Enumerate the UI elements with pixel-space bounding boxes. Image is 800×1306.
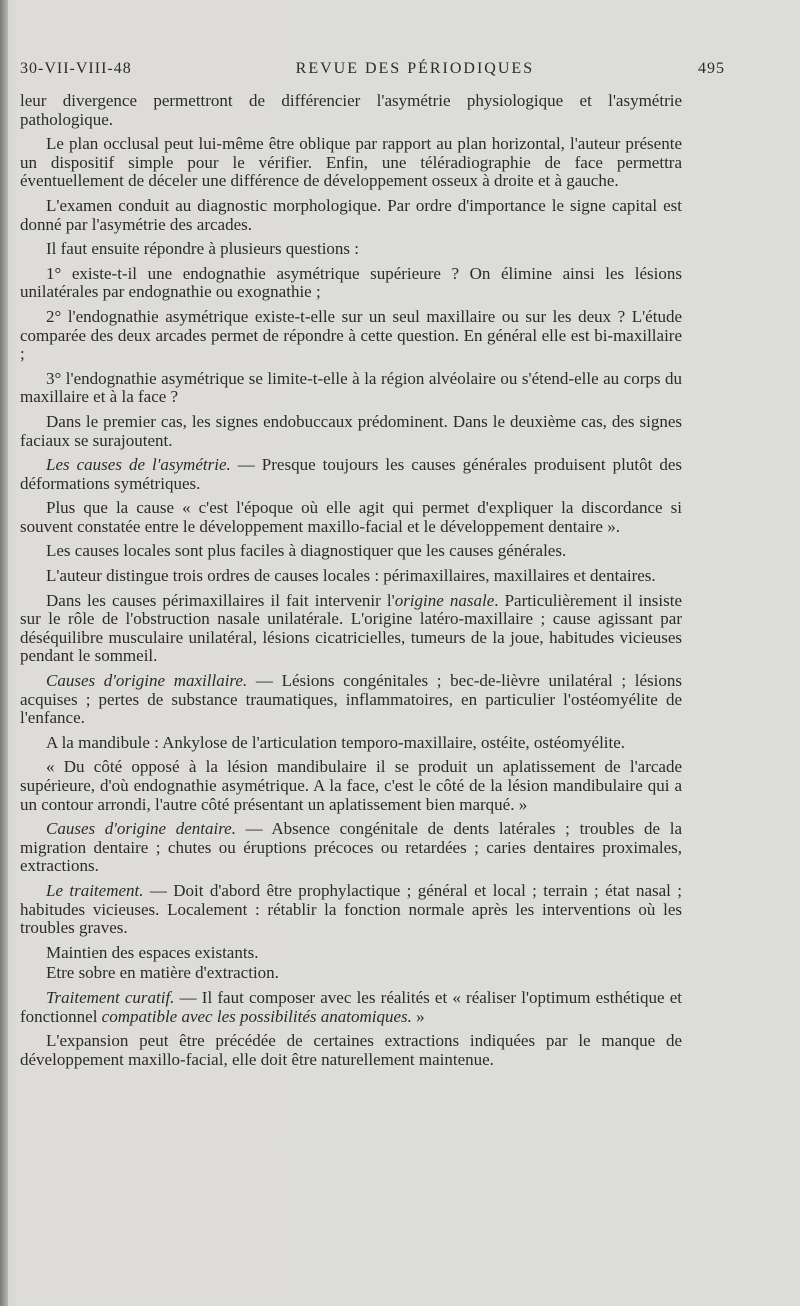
paragraph-text: Le plan occlusal peut lui-même être oblique par rapport au plan horizontal, l'auteur présente un dispositif simple pour le vérifier. Enfin, une téléradiographie de face permettra éventuellement de déceler une différence de développement osseux à droite et à gauche. bbox=[20, 134, 682, 191]
paragraph bbox=[20, 567, 682, 586]
paragraph bbox=[20, 1032, 682, 1069]
header-journal-title: REVUE DES PÉRIODIQUES bbox=[295, 60, 535, 77]
paragraph-text: Dans les causes périmaxillaires il fait intervenir l' bbox=[46, 590, 395, 610]
paragraph-text: Les causes locales sont plus faciles à diagnostiquer que les causes générales. bbox=[46, 541, 567, 561]
paragraph-text: « Du côté opposé à la lésion mandibulaire il se produit un aplatissement de l'arcade supérieure, d'où endognathie asymétrique. A la face, c'est le côté de la lésion mandibulaire qui a un contour arrondi, l'autre côté présentant un aplatissement bien marqué. » bbox=[20, 757, 682, 814]
paragraph bbox=[20, 592, 682, 666]
paragraph bbox=[20, 542, 682, 561]
paragraph bbox=[20, 265, 682, 302]
paragraph bbox=[20, 413, 682, 450]
paragraph-text: — Presque toujours les causes générales produisent plutôt des déformations symétriques. bbox=[20, 455, 683, 493]
paragraph-text: 1° existe-t-il une endognathie asymétrique supérieure ? On élimine ainsi les lésions unilatérales par endognathie ou exognathie ; bbox=[20, 263, 682, 302]
paragraph bbox=[20, 92, 682, 129]
paragraph-text: » bbox=[411, 1006, 425, 1026]
paragraph bbox=[20, 820, 682, 876]
emphasis-italic: compatible avec les possibilités anatomiques. bbox=[101, 1006, 412, 1026]
paragraph-text: L'expansion peut être précédée de certaines extractions indiquées par le manque de développement maxillo-facial, elle doit être naturellement maintenue. bbox=[20, 1031, 682, 1069]
paragraph bbox=[20, 672, 682, 728]
paragraph-text: Etre sobre en matière d'extraction. bbox=[46, 963, 279, 983]
paragraph-text: Plus que la cause « c'est l'époque où elle agit qui permet d'expliquer la discordance si souvent constatée entre le développement maxillo-facial et le développement dentaire ». bbox=[20, 498, 682, 536]
paragraph-text: leur divergence permettront de différencier l'asymétrie physiologique et l'asymétrie pathologique. bbox=[20, 91, 682, 129]
paragraph-text: L'examen conduit au diagnostic morphologique. Par ordre d'importance le signe capital est donné par l'asymétrie des arcades. bbox=[20, 195, 682, 234]
paragraph bbox=[20, 456, 682, 493]
paragraph bbox=[20, 197, 682, 234]
paragraph-text: — Doit d'abord être prophylactique ; général et local ; terrain ; état nasal ; habitudes vicieuses. Localement : rétablir la fonction normale après les interventions où les troubles graves. bbox=[20, 880, 682, 938]
page-spine-shadow bbox=[0, 0, 8, 1306]
paragraph-text: Il faut ensuite répondre à plusieurs questions : bbox=[46, 239, 360, 259]
paragraph bbox=[20, 944, 682, 963]
paragraph-text: . Particulièrement il insiste sur le rôle de l'obstruction nasale unilatérale. L'origine latéro-maxillaire ; cause agissant par déséquilibre musculaire unilatéral, lésions cicatricielles, tumeurs de la joue, habitudes vicieuses pendant le sommeil. bbox=[20, 590, 682, 666]
paragraph-text: 2° l'endognathie asymétrique existe-t-elle sur un seul maxillaire ou sur les deux ? L'étude comparée des deux arcades permet de répondre à cette question. En général elle est bi-maxillaire ; bbox=[20, 306, 682, 364]
paragraph bbox=[20, 135, 682, 191]
header-date: 30-VII-VIII-48 bbox=[20, 60, 132, 77]
section-lead-italic: Causes d'origine maxillaire. bbox=[46, 671, 248, 691]
paragraph bbox=[20, 499, 682, 536]
section-lead-italic: Traitement curatif. bbox=[46, 987, 175, 1007]
paragraph-text: L'auteur distingue trois ordres de causes locales : périmaxillaires, maxillaires et dentaires. bbox=[46, 566, 656, 586]
paragraph bbox=[20, 989, 682, 1026]
paragraph-text: Dans le premier cas, les signes endobuccaux prédominent. Dans le deuxième cas, des signes faciaux se surajoutent. bbox=[20, 411, 682, 450]
running-header bbox=[20, 60, 725, 78]
emphasis-italic: origine nasale bbox=[394, 590, 495, 610]
paragraph-text: A la mandibule : Ankylose de l'articulation temporo-maxillaire, ostéite, ostéomyélite. bbox=[46, 732, 626, 752]
paragraph bbox=[20, 758, 682, 814]
section-lead-italic: Les causes de l'asymétrie. bbox=[46, 455, 231, 475]
paragraph bbox=[20, 882, 682, 938]
paragraph-text: 3° l'endognathie asymétrique se limite-t-elle à la région alvéolaire ou s'étend-elle au corps du maxillaire et à la face ? bbox=[20, 368, 682, 407]
paragraph-text: — Lésions congénitales ; bec-de-lièvre unilatéral ; lésions acquises ; pertes de substance traumatiques, inflammatoires, en particulier l'ostéomyélite de l'enfance. bbox=[20, 671, 682, 728]
page-number: 495 bbox=[698, 60, 725, 77]
paragraph bbox=[20, 964, 682, 983]
paragraph bbox=[20, 370, 682, 407]
body-text bbox=[20, 92, 682, 1069]
section-lead-italic: Causes d'origine dentaire. bbox=[46, 819, 236, 839]
paragraph bbox=[20, 734, 682, 753]
paragraph-text: — Il faut composer avec les réalités et « réaliser l'optimum esthétique et fonctionnel bbox=[20, 987, 682, 1026]
paragraph-text: — Absence congénitale de dents latérales ; troubles de la migration dentaire ; chutes ou éruptions précoces ou retardées ; caries dentaires proximales, extractions. bbox=[20, 819, 682, 876]
section-lead-italic: Le traitement. bbox=[46, 880, 144, 900]
paragraph bbox=[20, 240, 682, 259]
paragraph-text: Maintien des espaces existants. bbox=[46, 942, 259, 962]
paragraph bbox=[20, 308, 682, 364]
